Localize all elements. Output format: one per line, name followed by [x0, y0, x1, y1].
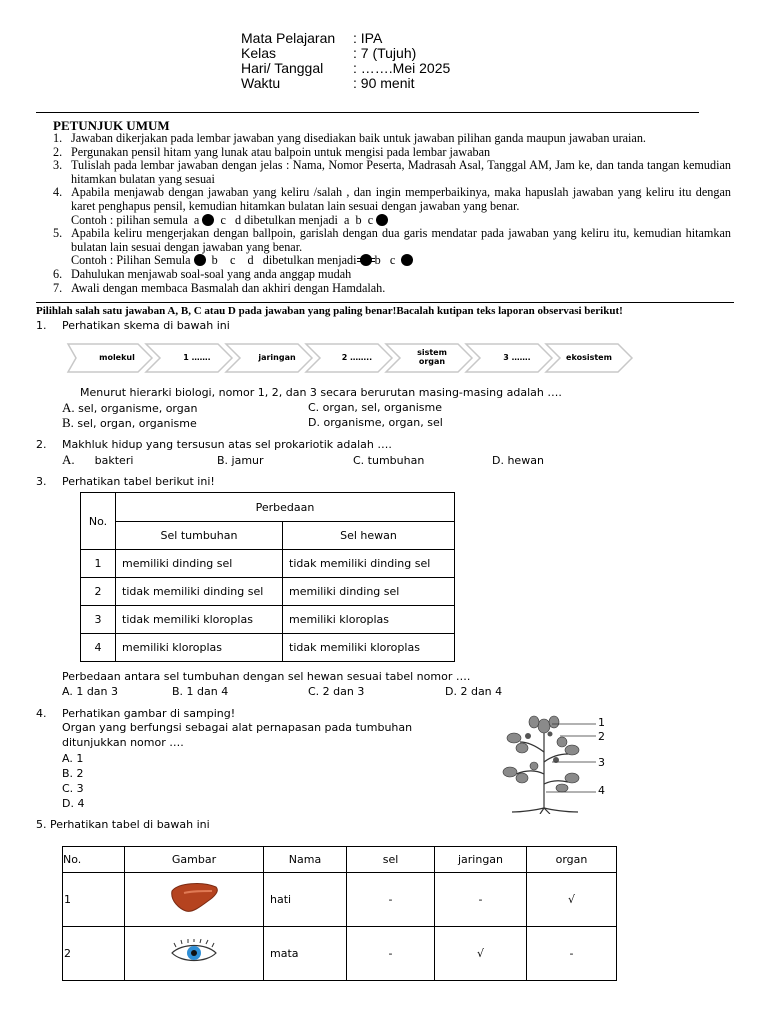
option-a: A. 1 dan 3 [62, 685, 119, 698]
option-d: D. organisme, organ, sel [308, 416, 443, 429]
cell-jaringan: √ [435, 927, 527, 981]
option-c: C. organ, sel, organisme [308, 401, 442, 414]
header-no: No. [81, 493, 116, 550]
cell-no: 4 [81, 634, 116, 662]
cell-gambar [125, 927, 264, 981]
question-prompt: Perbedaan antara sel tumbuhan dengan sel hewan sesuai tabel nomor …. [62, 670, 471, 683]
option-text: bakteri [94, 454, 134, 467]
header-value-tanggal: : …….Mei 2025 [353, 60, 451, 76]
chain-label: 3 ……. [503, 353, 531, 362]
filled-bubble-icon [202, 214, 214, 226]
chain-label: 1 ……. [183, 353, 211, 362]
petunjuk-num: 7. [53, 280, 63, 295]
petunjuk-num: 4. [53, 185, 63, 200]
table-row [63, 927, 617, 981]
cell-sel: - [347, 873, 435, 927]
question-number: 2. [36, 438, 47, 451]
header-sel-hewan: Sel hewan [283, 522, 455, 550]
petunjuk-text: Pergunakan pensil hitam yang lunak atau balpoin untuk mengisi pada lembar jawaban [71, 144, 491, 159]
question-prompt: Menurut hierarki biologi, nomor 1, 2, dan 3 secara berurutan masing-masing adalah …. [80, 386, 562, 399]
chain-label: sistem organ [417, 348, 447, 366]
petunjuk-item [53, 268, 731, 282]
petunjuk-num: 5. [53, 226, 63, 241]
cell-hewan: memiliki kloroplas [283, 606, 455, 634]
option-c: c [229, 253, 236, 268]
option-c: C. 2 dan 3 [308, 685, 365, 698]
petunjuk-text: Apabila menjawab dengan jawaban yang keliru /salah , dan ingin memperbaikinya, maka hapuslah jawaban yang keliru itu dengan karet penghapus pensil, kemudian hitamkan bulatan lain sesuai dengan jawaban yang benar. [71, 185, 731, 213]
option-text: sel, organisme, organ [78, 402, 198, 415]
option-d: D. hewan [492, 454, 544, 467]
cell-organ: - [527, 927, 617, 981]
option-c: c [367, 212, 374, 227]
contoh-mid: dibetulkan menjadi [262, 253, 357, 268]
question-text: Perhatikan skema di bawah ini [62, 319, 230, 332]
option-a: A. 1 [62, 752, 84, 765]
header-value-waktu: : 90 menit [353, 75, 415, 91]
cell-hewan: memiliki dinding sel [283, 578, 455, 606]
contoh-mid: dibetulkan menjadi [244, 212, 338, 227]
petunjuk-text: Awali dengan membaca Basmalah dan akhiri dengan Hamdalah. [71, 280, 386, 295]
petunjuk-text: Apabila keliru mengerjakan dengan ballpoin, garislah dengan dua garis mendatar pada jawaban yang keliru itu, kemudian hitamkan bulatan lain sesuai dengan jawaban yang benar. [71, 226, 731, 254]
crossed-bubble-icon [360, 254, 372, 266]
header-label-waktu: Waktu [241, 75, 281, 91]
cell-no: 1 [63, 873, 125, 927]
cell-tumbuhan: tidak memiliki kloroplas [116, 606, 283, 634]
option-b: B. 2 [62, 767, 84, 780]
petunjuk-title: PETUNJUK UMUM [53, 118, 170, 133]
header-jaringan: jaringan [435, 847, 527, 873]
cell-sel: - [347, 927, 435, 981]
cell-gambar [125, 873, 264, 927]
petunjuk-num: 6. [53, 266, 63, 281]
header-nama: Nama [264, 847, 347, 873]
cell-tumbuhan: memiliki kloroplas [116, 634, 283, 662]
petunjuk-item [53, 186, 731, 213]
header-sel-tumbuhan: Sel tumbuhan [116, 522, 283, 550]
header-value-kelas: : 7 (Tujuh) [353, 45, 417, 61]
option-letter: B. [62, 415, 74, 430]
petunjuk-item [53, 159, 731, 186]
table-row [81, 634, 455, 662]
petunjuk-num: 1. [53, 131, 63, 145]
question-text: Perhatikan tabel berikut ini! [62, 475, 215, 488]
option-d: D. 2 dan 4 [445, 685, 503, 698]
question-text: 5. Perhatikan tabel di bawah ini [36, 818, 210, 831]
question-line: Organ yang berfungsi sebagai alat pernapasan pada tumbuhan [62, 721, 413, 734]
filled-bubble-icon [401, 254, 413, 266]
plant-label-1: 1 [598, 716, 605, 729]
petunjuk-item [53, 132, 731, 146]
table-row [81, 606, 455, 634]
filled-bubble-icon [194, 254, 206, 266]
filled-bubble-icon [376, 214, 388, 226]
instruction-text: Pilihlah salah satu jawaban A, B, C atau D pada jawaban yang paling benar!Bacalah kutipan teks laporan observasi berikut! [36, 305, 623, 317]
option-d: d [247, 253, 254, 268]
option-d: d [235, 212, 242, 227]
liver-icon [168, 881, 220, 915]
cell-hewan: tidak memiliki kloroplas [283, 634, 455, 662]
question-number: 4. [36, 707, 47, 720]
petunjuk-text: Dahulukan menjawab soal-soal yang anda anggap mudah [71, 266, 352, 281]
option-b: B. jamur [217, 454, 264, 467]
cell-no: 3 [81, 606, 116, 634]
option-a: a [344, 212, 350, 227]
option-a: a [193, 212, 200, 227]
comparison-table [80, 492, 455, 662]
plant-illustration [492, 712, 604, 814]
cell-no: 2 [63, 927, 125, 981]
option-a [62, 452, 133, 468]
table-header-row [81, 493, 455, 522]
option-c: C. tumbuhan [353, 454, 425, 467]
cell-nama: mata [264, 927, 347, 981]
header-label-tanggal: Hari/ Tanggal [241, 60, 324, 76]
chain-label: jaringan [258, 353, 296, 362]
contoh-prefix: Contoh : Pilihan Semula [71, 253, 191, 268]
chain-label: 2 …….. [341, 353, 373, 362]
cell-jaringan: - [435, 873, 527, 927]
cell-organ: √ [527, 873, 617, 927]
cell-hewan: tidak memiliki dinding sel [283, 550, 455, 578]
header-no: No. [63, 847, 125, 873]
plant-label-2: 2 [598, 730, 605, 743]
header-gambar: Gambar [125, 847, 264, 873]
petunjuk-text: Tulislah pada lembar jawaban dengan jelas : Nama, Nomor Peserta, Madrasah Asal, Tanggal AM, Jam ke, dan tanda tangan kemudian hitamkan bulatan yang sesuai [71, 158, 731, 186]
table-row [63, 873, 617, 927]
option-b [62, 415, 197, 431]
chain-label: molekul [99, 353, 135, 362]
option-text: sel, organ, organisme [77, 417, 197, 430]
option-a [62, 400, 197, 416]
cell-tumbuhan: memiliki dinding sel [116, 550, 283, 578]
question-line: ditunjukkan nomor …. [62, 736, 184, 749]
eye-icon [168, 939, 220, 965]
header-organ: organ [527, 847, 617, 873]
table-subheader-row [81, 522, 455, 550]
header-divider [36, 112, 699, 113]
option-d: D. 4 [62, 797, 85, 810]
question-number: 3. [36, 475, 47, 488]
petunjuk-num: 2. [53, 144, 63, 159]
option-b: b [211, 253, 218, 268]
option-b: b [374, 253, 381, 268]
section-divider [36, 302, 734, 303]
question-text: Makhluk hidup yang tersusun atas sel prokariotik adalah …. [62, 438, 392, 451]
header-label-kelas: Kelas [241, 45, 277, 61]
option-c: c [389, 253, 396, 268]
contoh-2 [53, 254, 731, 268]
table-header-row [63, 847, 617, 873]
petunjuk-item [53, 282, 731, 296]
option-letter: A. [62, 400, 75, 415]
petunjuk-list [53, 132, 731, 295]
chain-label: ekosistem [566, 353, 612, 362]
petunjuk-item [53, 227, 731, 254]
contoh-prefix: Contoh : pilihan semula [71, 212, 188, 227]
petunjuk-num: 3. [53, 158, 63, 173]
plant-label-3: 3 [598, 756, 605, 769]
question-number: 1. [36, 319, 47, 332]
cell-tumbuhan: tidak memiliki dinding sel [116, 578, 283, 606]
option-b: B. 1 dan 4 [172, 685, 229, 698]
option-b: b [355, 212, 362, 227]
contoh-1 [53, 214, 731, 228]
option-c: C. 3 [62, 782, 84, 795]
plant-label-4: 4 [598, 784, 605, 797]
cell-no: 1 [81, 550, 116, 578]
header-label-mapel: Mata Pelajaran [241, 30, 336, 46]
table-row [81, 550, 455, 578]
header-perbedaan: Perbedaan [116, 493, 455, 522]
cell-no: 2 [81, 578, 116, 606]
cell-nama: hati [264, 873, 347, 927]
option-c: c [220, 212, 226, 227]
petunjuk-item [53, 146, 731, 160]
option-letter: A. [62, 452, 75, 467]
header-value-mapel: : IPA [353, 30, 383, 46]
petunjuk-text: Jawaban dikerjakan pada lembar jawaban yang disediakan baik untuk jawaban pilihan ganda maupun jawaban uraian. [71, 131, 646, 145]
table-row [81, 578, 455, 606]
organ-table [62, 846, 617, 981]
question-text: Perhatikan gambar di samping! [62, 707, 236, 720]
header-sel: sel [347, 847, 435, 873]
